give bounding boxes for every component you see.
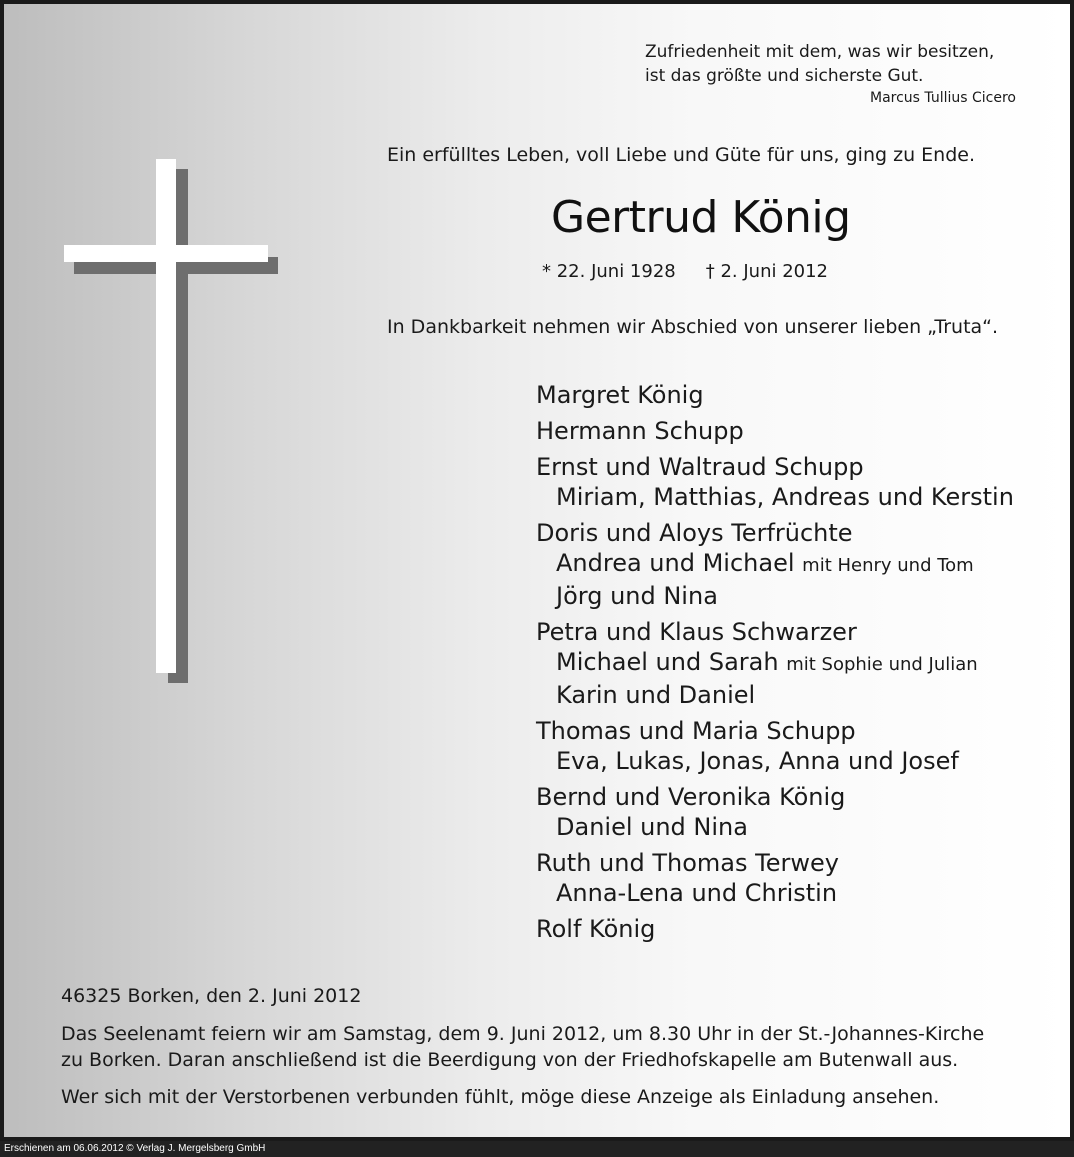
mourner-sub	[536, 746, 1014, 776]
mourner-group	[536, 452, 1014, 512]
mourner-name: Bernd und Veronika König	[536, 783, 846, 811]
place-date: 46325 Borken, den 2. Juni 2012	[61, 985, 362, 1007]
quote-line-1: Zufriedenheit mit dem, was wir besitzen,	[645, 42, 995, 62]
publication-footer: Erschienen am 06.06.2012 © Verlag J. Mergelsberg GmbH	[0, 1141, 1074, 1157]
mourner-name: Ernst und Waltraud Schupp	[536, 453, 864, 481]
mourner-name: Rolf König	[536, 915, 656, 943]
mourner-group	[536, 416, 1014, 446]
mourner-group	[536, 848, 1014, 908]
mourner-sub	[536, 581, 1014, 611]
mourner-sub-name: Michael und Sarah	[556, 648, 779, 676]
life-dates	[542, 261, 828, 282]
cicero-quote	[645, 40, 994, 88]
quote-author: Marcus Tullius Cicero	[870, 90, 1016, 106]
deceased-name: Gertrud König	[551, 192, 851, 243]
mourner-sub-name: Eva, Lukas, Jonas, Anna und Josef	[556, 747, 959, 775]
death-date: † 2. Juni 2012	[705, 261, 829, 282]
mourner-name: Doris und Aloys Terfrüchte	[536, 519, 853, 547]
mourner-group	[536, 716, 1014, 776]
mourner-sub	[536, 812, 1014, 842]
service-line-1: Das Seelenamt feiern wir am Samstag, dem 9. Juni 2012, um 8.30 Uhr in der St.-Johannes-Kirche	[61, 1023, 985, 1045]
mourner-group	[536, 380, 1014, 410]
mourner-sub-name: Jörg und Nina	[556, 582, 718, 610]
mourner-name: Margret König	[536, 381, 704, 409]
invitation-text: Wer sich mit der Verstorbenen verbunden fühlt, möge diese Anzeige als Einladung ansehen.	[61, 1086, 940, 1108]
mourners-list	[536, 380, 1014, 950]
mourner-sub-name: Miriam, Matthias, Andreas und Kerstin	[556, 483, 1014, 511]
mourner-sub-name: Karin und Daniel	[556, 681, 756, 709]
mourner-sub	[536, 680, 1014, 710]
mourner-sub-name: Anna-Lena und Christin	[556, 879, 838, 907]
mourner-group	[536, 782, 1014, 842]
quote-line-2: ist das größte und sicherste Gut.	[645, 66, 924, 86]
mourner-sub	[536, 647, 1014, 680]
service-line-2: zu Borken. Daran anschließend ist die Beerdigung von der Friedhofskapelle am Butenwall aus.	[61, 1049, 959, 1071]
mourner-name: Ruth und Thomas Terwey	[536, 849, 839, 877]
service-info	[61, 1021, 984, 1073]
mourner-sub-extra: mit Sophie und Julian	[786, 654, 978, 675]
mourner-name: Hermann Schupp	[536, 417, 744, 445]
mourner-sub	[536, 878, 1014, 908]
intro-text: Ein erfülltes Leben, voll Liebe und Güte für uns, ging zu Ende.	[387, 144, 975, 166]
mourner-sub	[536, 548, 1014, 581]
mourner-name: Petra und Klaus Schwarzer	[536, 618, 857, 646]
mourner-sub-name: Andrea und Michael	[556, 549, 795, 577]
mourner-sub-extra: mit Henry und Tom	[802, 555, 974, 576]
birth-date: * 22. Juni 1928	[542, 261, 676, 282]
mourner-sub	[536, 482, 1014, 512]
mourner-group	[536, 617, 1014, 710]
farewell-text: In Dankbarkeit nehmen wir Abschied von unserer lieben „Truta“.	[387, 316, 999, 338]
cross-icon	[64, 159, 284, 689]
mourner-name: Thomas und Maria Schupp	[536, 717, 856, 745]
mourner-group	[536, 914, 1014, 944]
mourner-group	[536, 518, 1014, 611]
mourner-sub-name: Daniel und Nina	[556, 813, 748, 841]
